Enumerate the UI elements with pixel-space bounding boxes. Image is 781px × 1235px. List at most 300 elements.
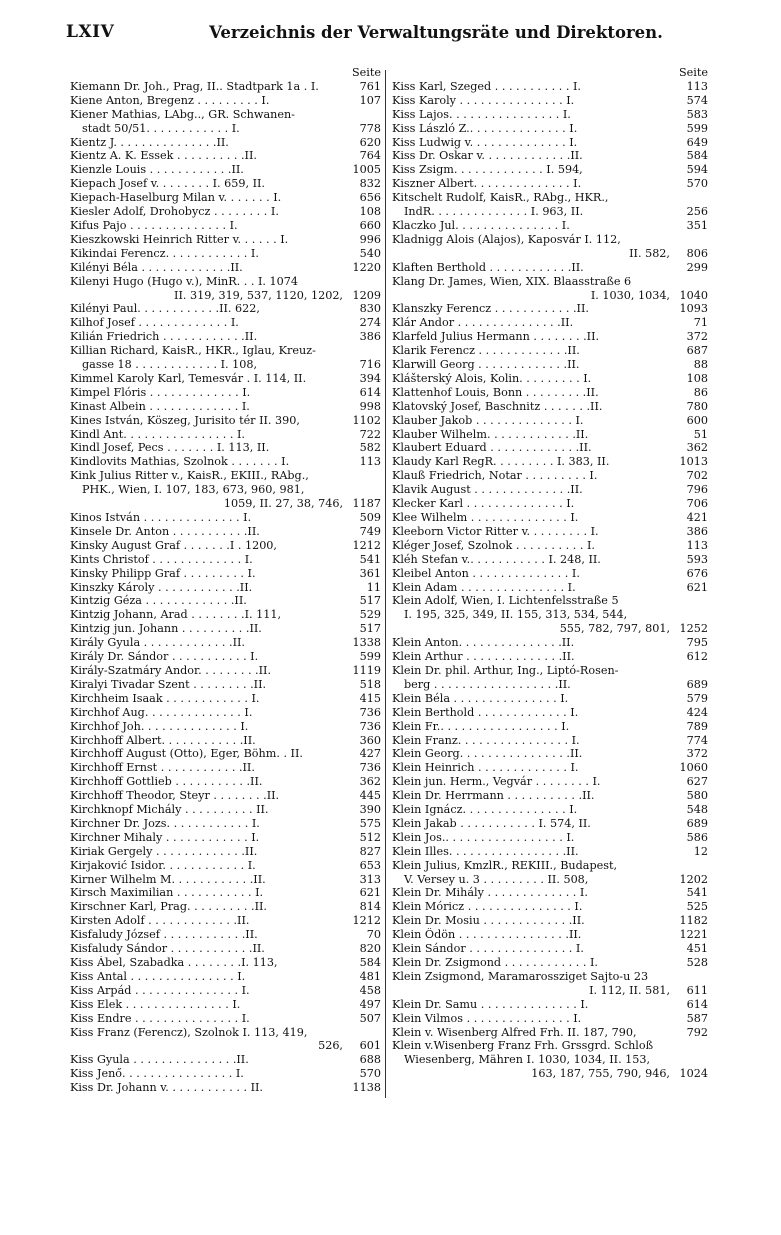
entry-text: Kiralyi Tivadar Szent . . . . . . . . .II. [70, 677, 267, 691]
entry-text: Kiss Ludwig v. . . . . . . . . . . . . . I. [392, 135, 578, 149]
index-entry [70, 261, 381, 275]
index-entry [70, 734, 381, 748]
entry-text: Kindl Josef, Pecs . . . . . . . I. 113, II. [70, 441, 270, 455]
entry-page-number: 687 [686, 344, 708, 358]
index-entry [70, 414, 381, 428]
entry-page-number: 445 [359, 789, 381, 803]
entry-page-number: 620 [359, 135, 381, 149]
entry-text: Klang Dr. James, Wien, XIX. Blaasstraße 6 [392, 274, 632, 288]
index-entry [70, 817, 381, 831]
entry-text: Kirchner Mihaly . . . . . . . . . . . . I. [70, 830, 260, 844]
index-entry [392, 497, 708, 511]
entry-text: Klein Anton. . . . . . . . . . . . . . .II. [392, 636, 575, 650]
entry-page-number: 361 [359, 566, 381, 580]
entry-text: Kiss Elek . . . . . . . . . . . . . . . I. [70, 997, 241, 1011]
entry-page-number: 587 [686, 1011, 708, 1025]
index-entry [70, 789, 381, 803]
index-entry [70, 984, 381, 998]
entry-text: Klauber Jakob . . . . . . . . . . . . . . I. [392, 413, 584, 427]
index-entry [70, 1067, 381, 1081]
index-entry [70, 1026, 381, 1040]
entry-text: Kirchner Dr. Jozs. . . . . . . . . . . . I. [70, 816, 260, 830]
entry-page-number: 764 [359, 149, 381, 163]
index-entry [392, 358, 708, 372]
index-entry [70, 205, 381, 219]
index-entry [70, 344, 381, 358]
entry-text: Kilényi Béla . . . . . . . . . . . . .II. [70, 260, 243, 274]
index-entry [70, 831, 381, 845]
entry-text: Kieszkowski Heinrich Ritter v. . . . . . I. [70, 232, 289, 246]
entry-page-number: 113 [686, 79, 708, 93]
index-entry [392, 942, 708, 956]
index-entry [70, 330, 381, 344]
entry-text: Kirchhoff Theodor, Steyr . . . . . . . .II. [70, 789, 280, 803]
entry-page-number: 689 [686, 677, 708, 691]
index-entry [70, 191, 381, 205]
entry-page-number: 360 [359, 733, 381, 747]
entry-page-number: 1013 [679, 455, 708, 469]
entry-text: Kintzig Johann, Arad . . . . . . . .I. 111, [70, 608, 282, 622]
entry-page-number: 529 [359, 608, 381, 622]
entry-text: Kikindai Ferencz. . . . . . . . . . . . I. [70, 246, 259, 260]
entry-page-number: 614 [359, 385, 381, 399]
entry-text: Kilhof Josef . . . . . . . . . . . . . I. [70, 316, 239, 330]
entry-text: Klein Dr. Mosiu . . . . . . . . . . . . .II. [392, 914, 585, 928]
index-entry [392, 80, 708, 94]
entry-page-number: 11 [366, 580, 381, 594]
index-entry [70, 873, 381, 887]
index-entry [392, 831, 708, 845]
entry-text: Klarwill Georg . . . . . . . . . . . . .II. [392, 358, 580, 372]
index-entry [392, 747, 708, 761]
entry-page-number: 574 [686, 93, 708, 107]
index-entry [392, 289, 708, 303]
index-entry [70, 108, 381, 122]
index-entry [70, 247, 381, 261]
entry-page-number: 548 [686, 803, 708, 817]
index-entry [392, 275, 708, 289]
entry-page-number: 1060 [679, 761, 708, 775]
entry-page-number: 108 [686, 371, 708, 385]
index-entry [70, 177, 381, 191]
index-entry [392, 900, 708, 914]
index-entry [70, 483, 381, 497]
index-entry [392, 219, 708, 233]
entry-text: Kintzig Géza . . . . . . . . . . . . .II. [70, 594, 247, 608]
index-entry [70, 219, 381, 233]
entry-page-number: 611 [686, 983, 708, 997]
entry-text: Klein Julius, KmzlR., REKIII., Budapest, [392, 858, 618, 872]
entry-text: Kitschelt Rudolf, KaisR., RAbg., HKR., [392, 191, 609, 205]
entry-text: Klein Berthold . . . . . . . . . . . . . I. [392, 705, 579, 719]
index-entry [70, 761, 381, 775]
index-entry [392, 914, 708, 928]
entry-text: Kinsky August Graf . . . . . . .I . 1200, [70, 538, 277, 552]
index-entry [70, 94, 381, 108]
entry-list-left [70, 80, 381, 1095]
entry-page-number: 736 [359, 761, 381, 775]
index-entry [392, 94, 708, 108]
entry-text: Kindlovits Mathias, Szolnok . . . . . . . I. [70, 455, 290, 469]
index-entry [70, 400, 381, 414]
index-entry [70, 386, 381, 400]
entry-page-number: 1040 [679, 288, 708, 302]
entry-page-number: 541 [686, 886, 708, 900]
entry-page-number: 736 [359, 719, 381, 733]
entry-text: Kiriak Gergely . . . . . . . . . . . . .II. [70, 844, 258, 858]
seite-label-right: Seite [679, 66, 708, 79]
index-entry [392, 734, 708, 748]
entry-text: Klein Móricz . . . . . . . . . . . . . . . I. [392, 900, 583, 914]
entry-page-number: 528 [686, 956, 708, 969]
entry-text: Klaczko Jul. . . . . . . . . . . . . . . I. [392, 218, 570, 232]
entry-text: Klein Dr. Mihály . . . . . . . . . . . . . I. [392, 886, 588, 900]
entry-page-number: 362 [359, 775, 381, 789]
index-entry [392, 678, 708, 692]
entry-text: Király-Szatmáry Andor. . . . . . . . .II. [70, 663, 272, 677]
index-entry [392, 261, 708, 275]
entry-page-number: 774 [686, 733, 708, 747]
entry-page-number: 599 [359, 650, 381, 664]
index-entry [70, 428, 381, 442]
entry-text: Kinsele Dr. Anton . . . . . . . . . . .II. [70, 524, 260, 538]
index-entry [70, 372, 381, 386]
entry-page-number: 71 [693, 316, 708, 330]
index-entry [392, 441, 708, 455]
entry-text: Klein Adolf, Wien, I. Lichtenfelsstraße 5 [392, 594, 619, 608]
page-title: Verzeichnis der Verwaltungsräte und Direktoren. [209, 23, 663, 42]
entry-page-number: 421 [686, 511, 708, 524]
index-entry [70, 511, 381, 525]
entry-text: Kiszner Albert. . . . . . . . . . . . . . I. [392, 177, 582, 191]
index-entry [70, 998, 381, 1012]
entry-text: Kirsten Adolf . . . . . . . . . . . . .II. [70, 914, 250, 928]
entry-text: Klattenhof Louis, Bonn . . . . . . . . .II. [392, 385, 599, 399]
entry-page-number: 716 [359, 358, 381, 372]
entry-text: I. 195, 325, 349, II. 155, 313, 534, 544, [404, 608, 628, 622]
entry-page-number: 1221 [679, 928, 708, 942]
index-column-left [70, 66, 381, 1095]
entry-page-number: 394 [359, 371, 381, 385]
entry-page-number: 525 [686, 900, 708, 914]
entry-text: Klein Ödön . . . . . . . . . . . . . . . .II. [392, 928, 582, 942]
entry-text: Kints Christof . . . . . . . . . . . . . I. [70, 552, 253, 566]
entry-text: Kiepach-Haselburg Milan v. . . . . . . I. [70, 191, 282, 205]
index-entry [392, 302, 708, 316]
entry-page-number: 88 [693, 358, 708, 372]
entry-page-number: 600 [686, 413, 708, 427]
entry-text: Kleeborn Victor Ritter v. . . . . . . . . I. [392, 524, 599, 538]
entry-page-number: 599 [686, 121, 708, 135]
index-column-right [392, 66, 708, 1081]
entry-text: Klein Béla . . . . . . . . . . . . . . . I. [392, 691, 569, 705]
index-entry [70, 136, 381, 150]
entry-page-number: 497 [359, 997, 381, 1011]
entry-text: Kirchhoff Albert. . . . . . . . . . . .II. [70, 733, 256, 747]
index-entry [392, 136, 708, 150]
entry-page-number: 586 [686, 830, 708, 844]
index-entry [70, 664, 381, 678]
entry-text: Klanszky Ferencz . . . . . . . . . . . .II. [392, 302, 589, 316]
entry-text: Klein Zsigmond, Maramarossziget Sajto-u 23 [392, 969, 649, 983]
index-entry [392, 1053, 708, 1067]
index-entry [70, 581, 381, 595]
index-entry [392, 539, 708, 553]
entry-text: Kirchhoff August (Otto), Eger, Böhm. . II. [70, 747, 303, 761]
index-entry [70, 302, 381, 316]
entry-page-number: 789 [686, 719, 708, 733]
entry-text: Kiss Ábel, Szabadka . . . . . . . .I. 113, [70, 956, 278, 969]
entry-page-number: 584 [359, 956, 381, 969]
index-entry [392, 205, 708, 219]
index-entry [392, 789, 708, 803]
index-entry [70, 497, 381, 511]
index-entry [392, 1026, 708, 1040]
entry-text: Kiss Zsigm. . . . . . . . . . . . . I. 594, [392, 163, 583, 177]
entry-text: Klein Arthur . . . . . . . . . . . . . .II. [392, 650, 575, 664]
entry-text: Király Gyula . . . . . . . . . . . . .II. [70, 636, 245, 650]
entry-text: Klein Sándor . . . . . . . . . . . . . . . I. [392, 942, 584, 956]
entry-page-number: 517 [359, 594, 381, 608]
index-entry [392, 664, 708, 678]
entry-text: Klein Dr. Zsigmond . . . . . . . . . . . . I. [392, 956, 598, 969]
entry-page-number: 86 [693, 385, 708, 399]
entry-text: Klein v.Wisenberg Franz Frh. Grssgrd. Schloß [392, 1039, 654, 1053]
entry-text: Kienzle Louis . . . . . . . . . . . .II. [70, 163, 244, 177]
entry-page-number: 594 [686, 163, 708, 177]
entry-page-number: 722 [359, 427, 381, 441]
index-entry [392, 567, 708, 581]
entry-page-number: 451 [686, 942, 708, 956]
entry-page-number: 1338 [352, 636, 381, 650]
entry-text: Klein Georg. . . . . . . . . . . . . . . .II. [392, 747, 583, 761]
index-entry [70, 608, 381, 622]
index-entry [70, 747, 381, 761]
entry-page-number: 415 [359, 691, 381, 705]
index-entry [70, 1081, 381, 1095]
index-entry [70, 720, 381, 734]
entry-text: Klein Heinrich . . . . . . . . . . . . . I. [392, 761, 579, 775]
entry-text: Kines István, Köszeg, Jurisito tér II. 390, [70, 413, 300, 427]
entry-text: Kirchhoff Gottlieb . . . . . . . . . . .II. [70, 775, 263, 789]
entry-page-number: 108 [359, 205, 381, 219]
index-entry [392, 386, 708, 400]
entry-text: Kilényi Paul. . . . . . . . . . . .II. 622, [70, 302, 260, 316]
index-entry [392, 845, 708, 859]
entry-page-number: 998 [359, 399, 381, 413]
entry-text: Kifus Pajo . . . . . . . . . . . . . . I. [70, 218, 238, 232]
entry-page-number: 507 [359, 1011, 381, 1025]
entry-text: Klein Dr. phil. Arthur, Ing., Liptó-Rosen- [392, 663, 619, 677]
entry-text: Kiene Anton, Bregenz . . . . . . . . . I. [70, 93, 270, 107]
entry-text: Kiss Antal . . . . . . . . . . . . . . . I. [70, 969, 246, 983]
entry-text: II. 319, 319, 537, 1120, 1202, [174, 288, 343, 302]
index-entry [392, 581, 708, 595]
index-entry [392, 177, 708, 191]
entry-page-number: 1102 [352, 413, 381, 427]
entry-text: Kientz A. K. Essek . . . . . . . . . .II. [70, 149, 257, 163]
entry-page-number: 827 [359, 844, 381, 858]
entry-text: Klauß Friedrich, Notar . . . . . . . . . I. [392, 469, 598, 483]
entry-page-number: 621 [686, 580, 708, 594]
entry-page-number: 584 [686, 149, 708, 163]
entry-page-number: 814 [359, 900, 381, 914]
entry-text: Kiss Arpád . . . . . . . . . . . . . . . I. [70, 983, 250, 997]
entry-text: Kiss Franz (Ferencz), Szolnok I. 113, 419, [70, 1025, 308, 1039]
index-entry [70, 900, 381, 914]
entry-page-number: 372 [686, 330, 708, 344]
entry-page-number: 820 [359, 942, 381, 956]
index-entry [392, 886, 708, 900]
entry-page-number: 582 [359, 441, 381, 455]
entry-text: Kirchheim Isaak . . . . . . . . . . . . I. [70, 691, 260, 705]
entry-page-number: 1005 [352, 163, 381, 177]
entry-text: Klein Jakab . . . . . . . . . . . I. 574, II. [392, 816, 591, 830]
index-entry [392, 149, 708, 163]
entry-page-number: 1138 [352, 1081, 381, 1095]
entry-text: Kiener Mathias, LAbg.., GR. Schwanen- [70, 107, 295, 121]
entry-page-number: 601 [359, 1039, 381, 1053]
entry-page-number: 1212 [352, 914, 381, 928]
entry-page-number: 656 [359, 191, 381, 205]
index-entry [392, 803, 708, 817]
entry-text: Kindl Ant. . . . . . . . . . . . . . . . I. [70, 427, 245, 441]
entry-page-number: 579 [686, 691, 708, 705]
entry-text: berg . . . . . . . . . . . . . . . . . .II. [404, 677, 571, 691]
entry-text: 555, 782, 797, 801, [559, 622, 670, 636]
entry-page-number: 1209 [352, 288, 381, 302]
index-entry [70, 692, 381, 706]
entry-text: Klee Wilhelm . . . . . . . . . . . . . . I. [392, 511, 579, 524]
entry-text: Klein Fr.. . . . . . . . . . . . . . . . . I. [392, 719, 570, 733]
entry-text: Klein jun. Herm., Vegvár . . . . . . . . I. [392, 775, 601, 789]
index-entry [392, 247, 708, 261]
entry-page-number: 570 [686, 177, 708, 191]
index-entry [70, 80, 381, 94]
entry-text: Kinast Albein . . . . . . . . . . . . . I. [70, 399, 250, 413]
index-entry [70, 525, 381, 539]
entry-page-number: 780 [686, 399, 708, 413]
index-entry [70, 970, 381, 984]
index-entry [392, 414, 708, 428]
entry-text: Kilián Friedrich . . . . . . . . . . . .II. [70, 330, 258, 344]
entry-text: Kiss Jenő. . . . . . . . . . . . . . . . I. [70, 1067, 244, 1081]
entry-text: Klein v. Wisenberg Alfred Frh. II. 187, 790, [392, 1025, 637, 1039]
index-entry [392, 970, 708, 984]
entry-page-number: 390 [359, 803, 381, 817]
index-entry [70, 803, 381, 817]
entry-text: Kiss Dr. Oskar v. . . . . . . . . . . . .II. [392, 149, 583, 163]
entry-text: Király Dr. Sándor . . . . . . . . . . . I. [70, 650, 259, 664]
entry-text: Kiss Lajos. . . . . . . . . . . . . . . . I. [392, 107, 571, 121]
entry-text: Kirchknopf Michály . . . . . . . . . . II. [70, 803, 269, 817]
index-entry [70, 539, 381, 553]
entry-page-number: 518 [359, 677, 381, 691]
entry-page-number: 12 [693, 844, 708, 858]
index-entry [70, 859, 381, 873]
entry-text: Kléger Josef, Szolnok . . . . . . . . . . I. [392, 538, 595, 552]
entry-text: Klášterský Alois, Kolin. . . . . . . . . I. [392, 371, 592, 385]
entry-text: Kladnigg Alois (Alajos), Kaposvár I. 112, [392, 232, 621, 246]
entry-page-number: 580 [686, 789, 708, 803]
index-entry [70, 358, 381, 372]
index-entry [70, 316, 381, 330]
index-entry [70, 441, 381, 455]
entry-text: Kiss Karoly . . . . . . . . . . . . . . . I. [392, 93, 575, 107]
index-entry [70, 928, 381, 942]
index-entry [392, 372, 708, 386]
entry-text: Kisfaludy Sándor . . . . . . . . . . . .II. [70, 942, 265, 956]
entry-page-number: 351 [686, 218, 708, 232]
entry-page-number: 517 [359, 622, 381, 636]
index-entry [70, 163, 381, 177]
entry-text: Kiss László Z.. . . . . . . . . . . . . . I. [392, 121, 578, 135]
entry-page-number: 386 [359, 330, 381, 344]
entry-page-number: 274 [359, 316, 381, 330]
entry-page-number: 627 [686, 775, 708, 789]
entry-text: II. 582, [629, 246, 670, 260]
entry-text: Kientz J. . . . . . . . . . . . . . .II. [70, 135, 229, 149]
entry-page-number: 1187 [352, 497, 381, 511]
entry-text: Klein Jos.. . . . . . . . . . . . . . . . . I. [392, 830, 575, 844]
entry-page-number: 540 [359, 246, 381, 260]
index-entry [392, 636, 708, 650]
entry-page-number: 676 [686, 566, 708, 580]
entry-page-number: 593 [686, 552, 708, 566]
entry-page-number: 1119 [352, 663, 381, 677]
entry-page-number: 458 [359, 983, 381, 997]
entry-page-number: 256 [686, 205, 708, 219]
index-entry [392, 720, 708, 734]
index-entry [70, 956, 381, 970]
entry-page-number: 427 [359, 747, 381, 761]
entry-text: Kirchhof Aug. . . . . . . . . . . . . . I. [70, 705, 253, 719]
entry-text: Kimpel Flóris . . . . . . . . . . . . . I. [70, 385, 251, 399]
index-entry [70, 914, 381, 928]
entry-text: Klein Ignácz. . . . . . . . . . . . . . . I. [392, 803, 578, 817]
index-entry [70, 845, 381, 859]
entry-text: Kinos István . . . . . . . . . . . . . . I. [70, 511, 252, 524]
index-entry [392, 873, 708, 887]
entry-text: Kiss Gyula . . . . . . . . . . . . . . .II. [70, 1053, 249, 1067]
entry-text: Klein Adam . . . . . . . . . . . . . . . I. [392, 580, 576, 594]
entry-page-number: 509 [359, 511, 381, 524]
entry-text: Kiepach Josef v. . . . . . . . I. 659, II. [70, 177, 265, 191]
index-entry [392, 108, 708, 122]
index-entry [392, 553, 708, 567]
entry-page-number: 1202 [679, 872, 708, 886]
entry-text: Killian Richard, KaisR., HKR., Iglau, Kreuz- [70, 344, 316, 358]
entry-text: Kleibel Anton . . . . . . . . . . . . . . I. [392, 566, 580, 580]
index-entry [70, 650, 381, 664]
entry-text: Kimmel Karoly Karl, Temesvár . I. 114, II. [70, 371, 307, 385]
index-entry [70, 636, 381, 650]
entry-text: Kirschner Karl, Prag. . . . . . . . . .II. [70, 900, 267, 914]
index-entry [70, 233, 381, 247]
entry-page-number: 761 [359, 79, 381, 93]
index-entry [70, 455, 381, 469]
entry-page-number: 612 [686, 650, 708, 664]
index-entry [70, 594, 381, 608]
index-entry [70, 942, 381, 956]
entry-text: Kiss Karl, Szeged . . . . . . . . . . . I. [392, 79, 581, 93]
entry-page-number: 424 [686, 705, 708, 719]
entry-page-number: 706 [686, 497, 708, 511]
entry-text: Kintzig jun. Johann . . . . . . . . . .II. [70, 622, 262, 636]
entry-page-number: 113 [686, 538, 708, 552]
index-entry [392, 1067, 708, 1081]
entry-page-number: 621 [359, 886, 381, 900]
